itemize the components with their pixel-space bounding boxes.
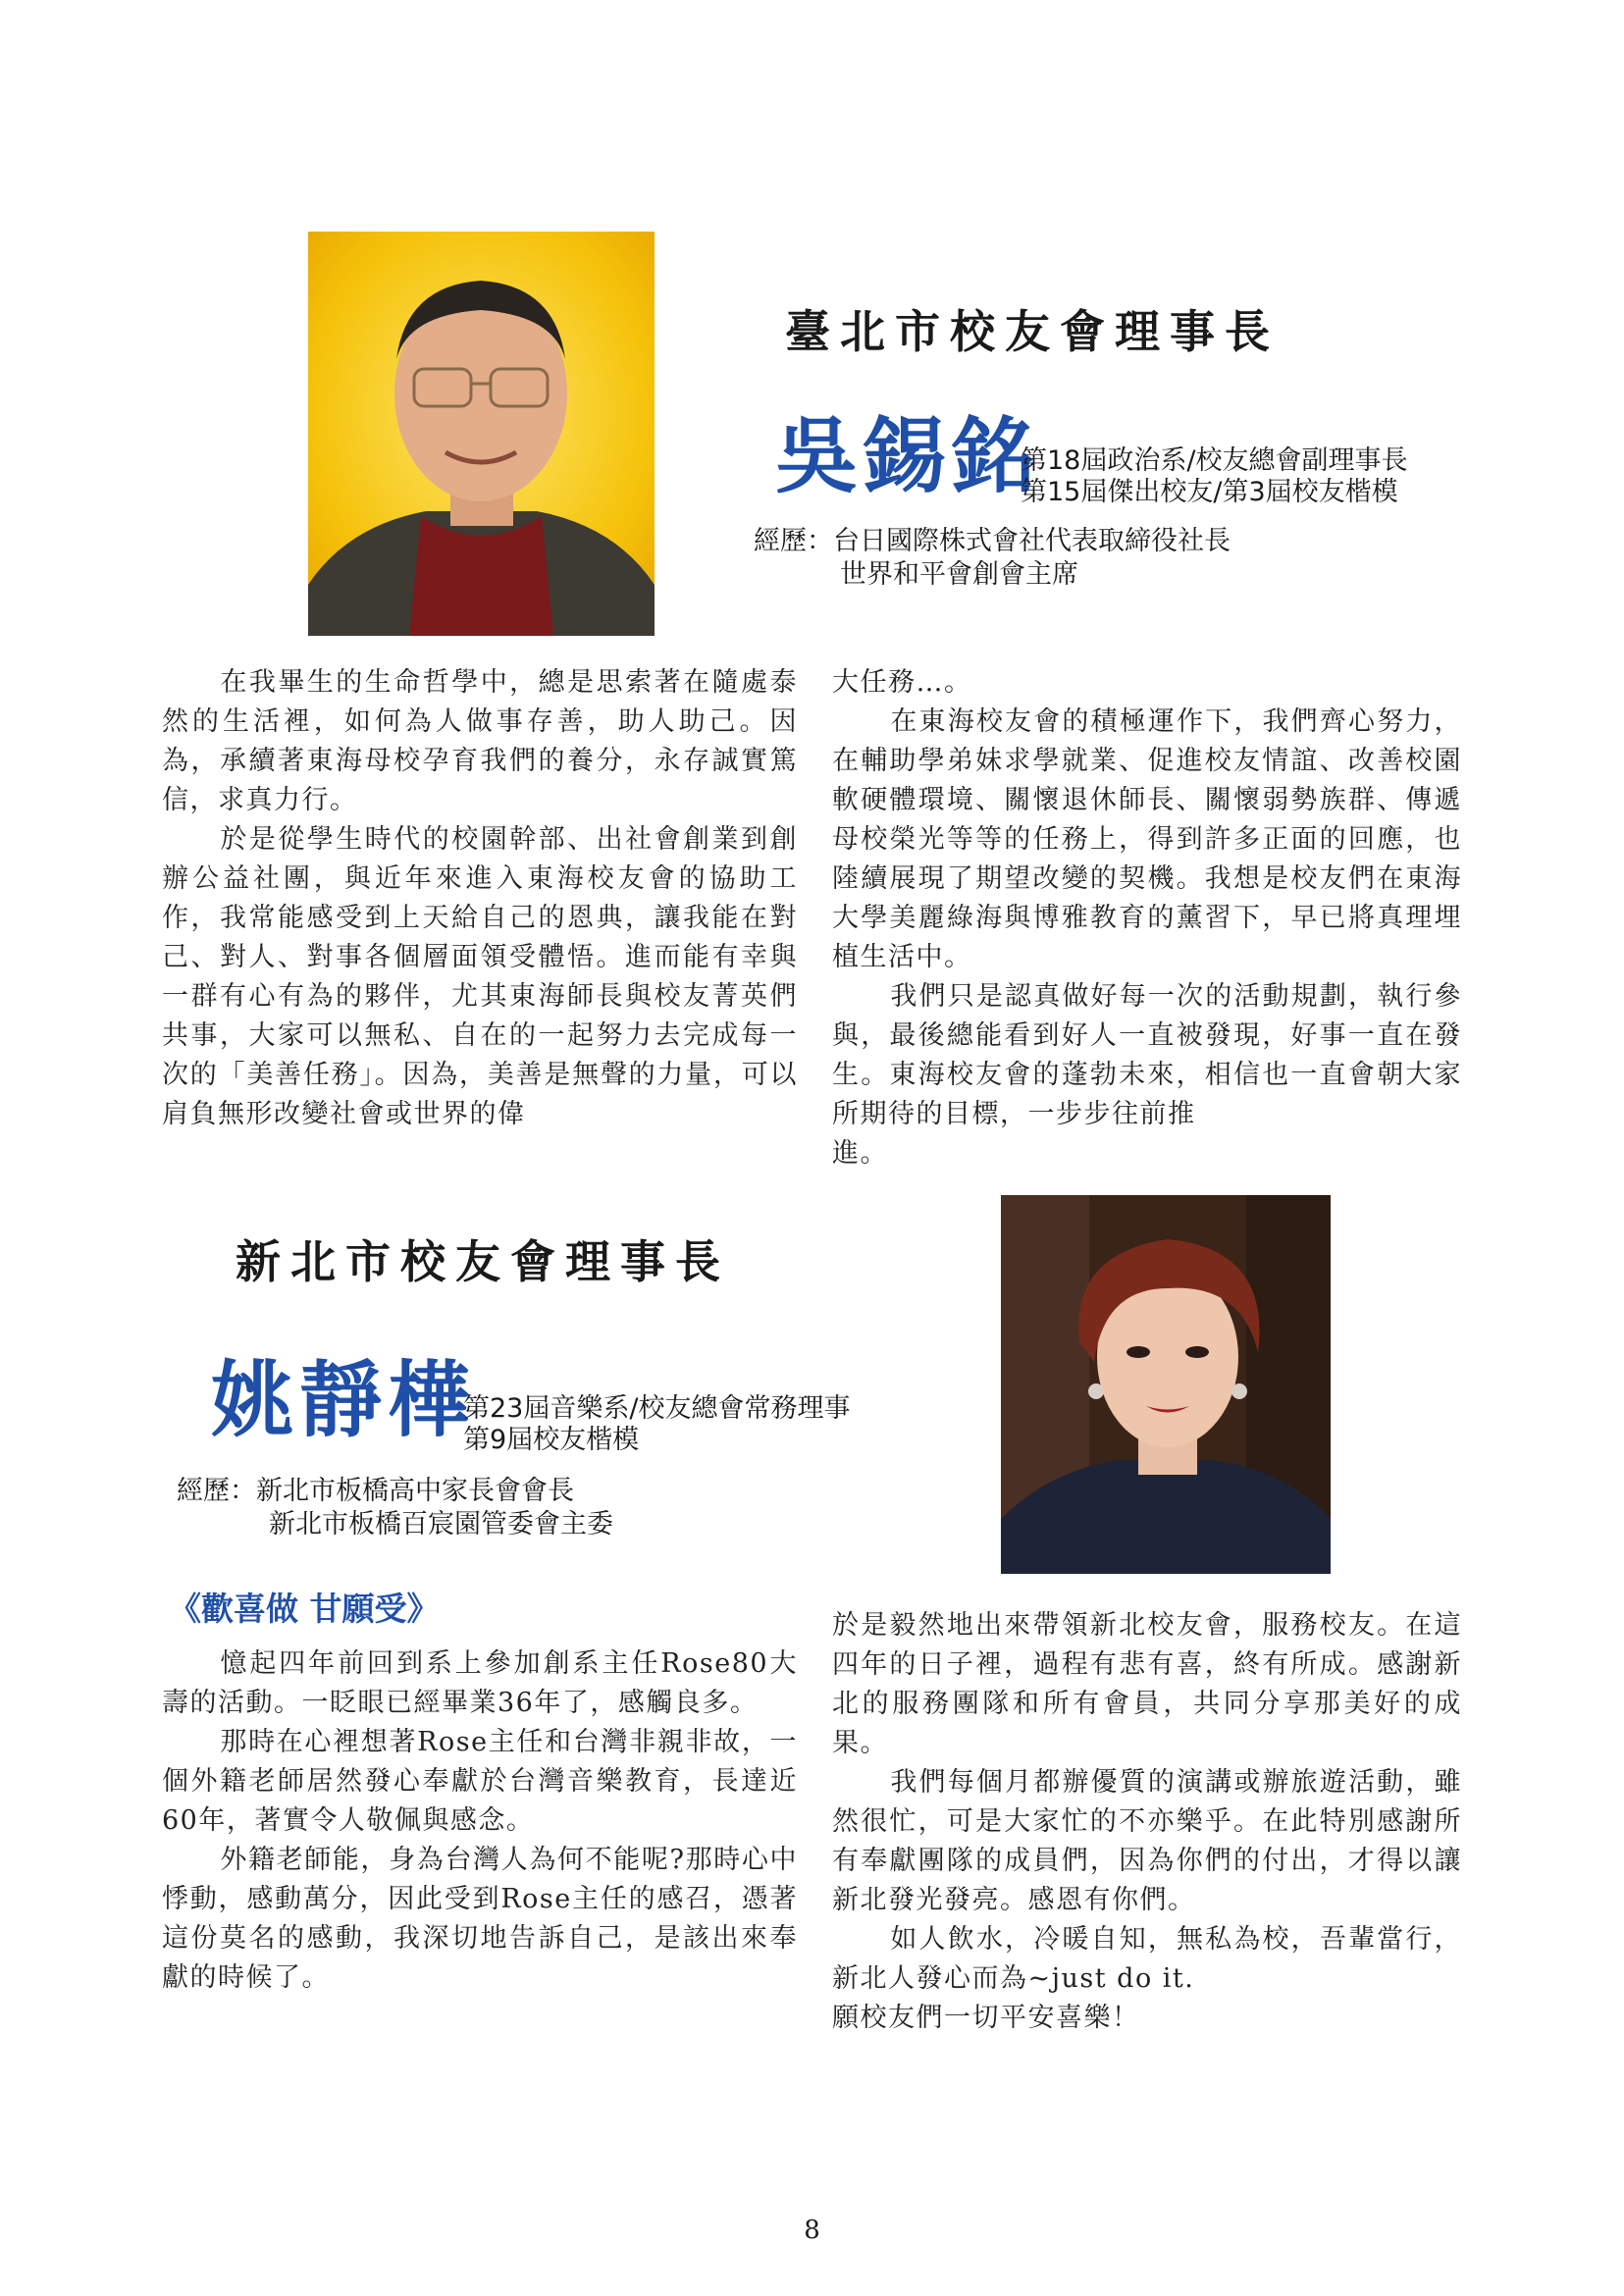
experience-line: 新北市板橋高中家長會會長 [256, 1476, 574, 1506]
role-line: 第23屆音樂系/校友總會常務理事 [463, 1393, 851, 1424]
section-1-experience [754, 525, 1231, 592]
section-2-quote-title: 《歡喜做 甘願受》 [169, 1590, 440, 1628]
experience-line: 新北市板橋百宸園管委會主委 [269, 1509, 613, 1539]
portrait-photo-1 [308, 232, 655, 636]
paragraph: 在我畢生的生命哲學中，總是思索著在隨處泰然的生活裡，如何為人做事存善，助人助己。因為，承續著東海母校孕育我們的養分，永存誠實篤信，求真力行。 [162, 667, 798, 815]
paragraph: 在東海校友會的積極運作下，我們齊心努力，在輔助學弟妹求學就業、促進校友情誼、改善校園軟硬體環境、關懷退休師長、關懷弱勢族群、傳遞母校榮光等等的任務上，得到許多正面的回應，也陸續展現了期望改變的契機。我想是校友們在東海大學美麗綠海與博雅教育的薰習下，早已將真理埋植生活中。 [832, 706, 1462, 972]
paragraph: 於是從學生時代的校園幹部、出社會創業到創辦公益社團，與近年來進入東海校友會的協助工作，我常能感受到上天給自己的恩典，讓我能在對己、對人、對事各個層面領受體悟。進而能有幸與一群有心有為的夥伴，尤其東海師長與校友菁英們共事，大家可以無私、自在的一起努力去完成每一次的「美善任務」。因為，美善是無聲的力量，可以肩負無形改變社會或世界的偉 [162, 824, 798, 1129]
section-2-experience [177, 1475, 613, 1541]
section-1-left-column [162, 663, 798, 1134]
portrait-photo-2 [1001, 1195, 1331, 1574]
role-line: 第15屆傑出校友/第3屆校友楷模 [1021, 477, 1398, 507]
paragraph: 如人飲水，冷暖自知，無私為校，吾輩當行，新北人發心而為~just do it. [832, 1924, 1462, 1994]
paragraph: 我們每個月都辦優質的演講或辦旅遊活動，雖然很忙，可是大家忙的不亦樂乎。在此特別感謝所有奉獻團隊的成員們，因為你們的付出，才得以讓新北發光發亮。感恩有你們。 [832, 1767, 1462, 1915]
role-line: 第9屆校友楷模 [463, 1425, 640, 1455]
role-line: 第18屆政治系/校友總會副理事長 [1021, 445, 1408, 476]
experience-line: 台日國際株式會社代表取締役社長 [833, 526, 1231, 556]
section-1-roles [1021, 445, 1407, 508]
paragraph: 大任務…。 [832, 667, 972, 698]
section-1-name: 吳錫銘 [775, 407, 1041, 504]
section-1-right-column [832, 663, 1462, 1174]
paragraph: 進。 [832, 1138, 888, 1169]
portrait-2-image [1001, 1195, 1331, 1574]
paragraph: 那時在心裡想著Rose主任和台灣非親非故，一個外籍老師居然發心奉獻於台灣音樂教育，長達近60年，著實令人敬佩與感念。 [162, 1727, 798, 1836]
section-1-title: 臺北市校友會理事長 [785, 305, 1280, 358]
section-2-right-column [832, 1606, 1462, 2038]
paragraph: 憶起四年前回到系上參加創系主任Rose80大壽的活動。一眨眼已經畢業36年了，感觸良多。 [162, 1648, 798, 1718]
experience-line: 世界和平會創會主席 [840, 559, 1078, 590]
section-2-left-column [162, 1644, 798, 1998]
page-number: 8 [804, 2216, 820, 2245]
paragraph: 願校友們一切平安喜樂！ [832, 2003, 1140, 2033]
paragraph: 我們只是認真做好每一次的活動規劃，執行參與，最後總能看到好人一直被發現，好事一直在發生。東海校友會的蓬勃未來，相信也一直會朝大家所期待的目標，一步步往前推 [832, 981, 1462, 1129]
paragraph: 外籍老師能，身為台灣人為何不能呢?那時心中悸動，感動萬分，因此受到Rose主任的感召，憑著這份莫名的感動，我深切地告訴自己，是該出來奉獻的時候了。 [162, 1845, 798, 1993]
section-2-name: 姚靜樺 [211, 1351, 477, 1448]
experience-label: 經歷： [177, 1476, 256, 1506]
experience-label: 經歷： [754, 526, 833, 556]
portrait-1-image [308, 232, 655, 636]
section-2-roles [463, 1393, 850, 1456]
paragraph: 於是毅然地出來帶領新北校友會，服務校友。在這四年的日子裡，過程有悲有喜，終有所成。感謝新北的服務團隊和所有會員，共同分享那美好的成果。 [832, 1610, 1462, 1758]
section-2-title: 新北市校友會理事長 [236, 1235, 730, 1288]
